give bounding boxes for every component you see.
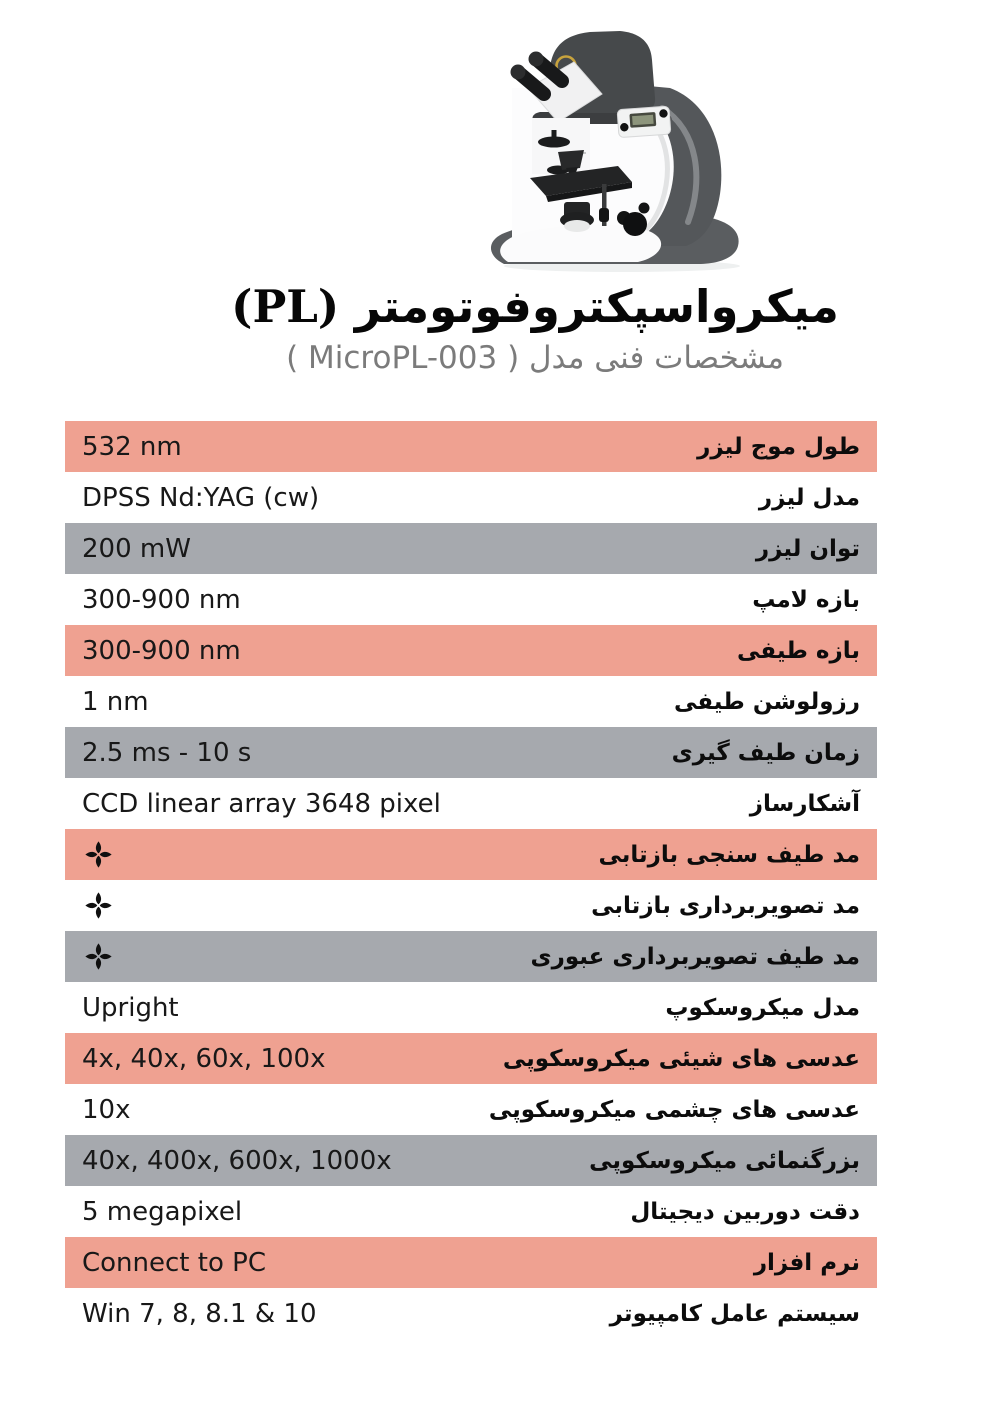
spec-label: بازه لامپ — [752, 586, 860, 613]
control-display — [617, 106, 671, 138]
spec-value: Upright — [82, 992, 179, 1023]
page-subtitle — [130, 340, 940, 377]
spec-value: 40x, 400x, 600x, 1000x — [82, 1145, 392, 1176]
spec-value: 532 nm — [82, 431, 182, 462]
spec-label: بزرگنمائی میکروسکوپی — [589, 1147, 860, 1174]
spec-label: عدسی های چشمی میکروسکوپی — [488, 1096, 860, 1123]
spec-label: زمان طیف گیری — [671, 739, 860, 766]
spec-value: 10x — [82, 1094, 131, 1125]
spec-row — [65, 1135, 877, 1186]
spec-label: آشکارساز — [749, 790, 860, 817]
spec-row — [65, 1288, 877, 1339]
spec-row — [65, 523, 877, 574]
spec-row — [65, 931, 877, 982]
spec-table — [65, 421, 877, 1339]
spec-label: مدل میکروسکوپ — [665, 994, 860, 1021]
spec-label: توان لیزر — [755, 535, 860, 562]
spec-row — [65, 1084, 877, 1135]
focus-knob — [623, 212, 647, 236]
spec-label: رزولوشن طیفی — [673, 688, 860, 715]
spec-value — [65, 942, 113, 971]
spec-label: مد طیف تصویربرداری عبوری — [530, 943, 860, 970]
spec-row — [65, 880, 877, 931]
spec-row — [65, 472, 877, 523]
four-petal-asterisk-icon — [84, 840, 113, 869]
spec-label: دقت دوربین دیجیتال — [630, 1198, 860, 1225]
page-subtitle-model: ( MicroPL-003 ) — [286, 339, 520, 376]
spec-row — [65, 982, 877, 1033]
spec-row — [65, 727, 877, 778]
four-petal-asterisk-icon — [84, 891, 113, 920]
spec-value — [65, 891, 113, 920]
microscope-product-image — [472, 12, 752, 274]
spec-value: CCD linear array 3648 pixel — [82, 788, 441, 819]
spec-value: 1 nm — [82, 686, 149, 717]
spec-row — [65, 1237, 877, 1288]
spec-value: DPSS Nd:YAG (cw) — [82, 482, 320, 513]
four-petal-asterisk-icon — [84, 942, 113, 971]
page-title-farsi: میکرواسپکتروفوتومتر — [354, 280, 839, 333]
spec-row — [65, 676, 877, 727]
spec-label: مد طیف سنجی بازتابی — [598, 841, 860, 868]
spec-value: Connect to PC — [82, 1247, 266, 1278]
spec-row — [65, 625, 877, 676]
spec-value: 4x, 40x, 60x, 100x — [82, 1043, 326, 1074]
spec-value — [65, 840, 113, 869]
spec-value: 200 mW — [82, 533, 191, 564]
spec-value: 300-900 nm — [82, 635, 241, 666]
spec-row — [65, 574, 877, 625]
page-title — [130, 281, 940, 333]
spec-row — [65, 421, 877, 472]
spec-label: طول موج لیزر — [697, 433, 860, 460]
spec-value: 2.5 ms - 10 s — [82, 737, 252, 768]
spec-label: مدل لیزر — [758, 484, 860, 511]
page-subtitle-farsi: مشخصات فنی مدل — [529, 339, 784, 376]
spec-row — [65, 1033, 877, 1084]
spec-value: Win 7, 8, 8.1 & 10 — [82, 1298, 317, 1329]
spec-row — [65, 1186, 877, 1237]
spec-label: بازه طیفی — [737, 637, 860, 664]
spec-row — [65, 829, 877, 880]
spec-value: 300-900 nm — [82, 584, 241, 615]
spec-label: سیستم عامل کامپیوتر — [609, 1300, 860, 1327]
spec-row — [65, 778, 877, 829]
hero-image-area — [472, 12, 752, 274]
spec-label: مد تصویربرداری بازتابی — [591, 892, 860, 919]
heading-block — [130, 281, 940, 377]
spec-value: 5 megapixel — [82, 1196, 243, 1227]
spec-label: نرم افزار — [753, 1249, 860, 1276]
spec-label: عدسی های شیئی میکروسکوپی — [502, 1045, 860, 1072]
page-title-latin: (PL) — [231, 280, 340, 333]
